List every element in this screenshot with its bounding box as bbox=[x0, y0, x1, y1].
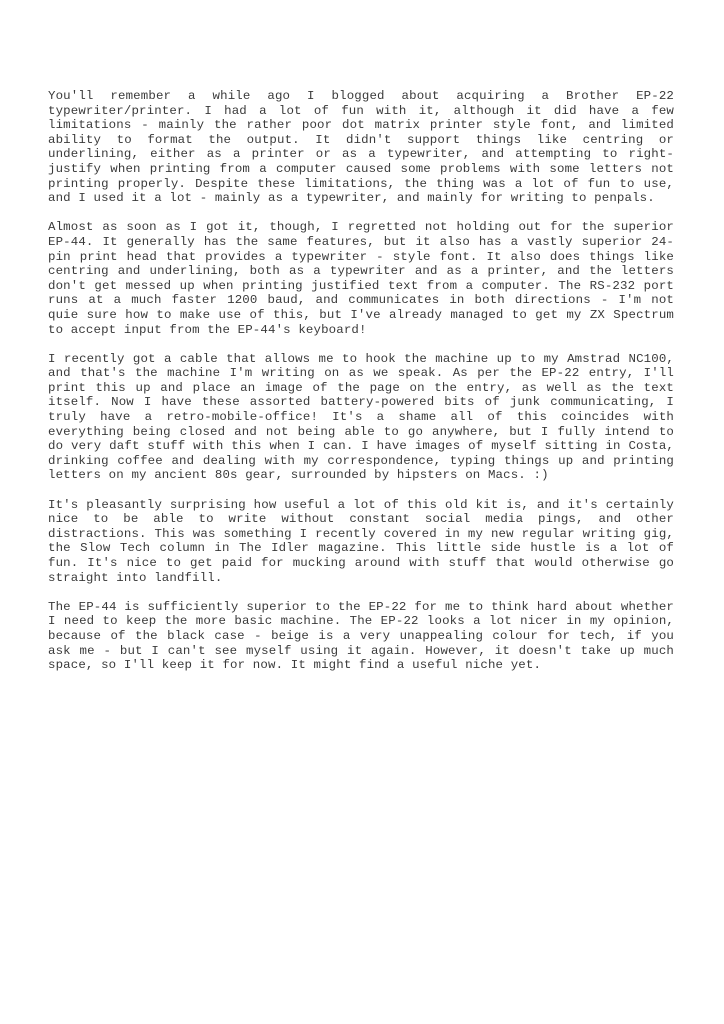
paragraph-2: Almost as soon as I got it, though, I regretted not holding out for the superior EP-44. It generally has the same features, but it also has a vastly superior 24-pin print head that provides a typewriter - style font. It also does things like centring and underlining, both as a typewriter and as a printer, and the letters don't get messed up when printing justified text from a computer. The RS-232 port runs at a much faster 1200 baud, and communicates in both directions - I'm not quie sure how to make use of this, but I've already managed to get my ZX Spectrum to accept input from the EP-44's keyboard! bbox=[48, 220, 674, 337]
paragraph-1: You'll remember a while ago I blogged about acquiring a Brother EP-22 typewriter/printer. I had a lot of fun with it, although it did have a few limitations - mainly the rather poor dot matrix printer style font, and limited ability to format the output. It didn't support things like centring or underlining, either as a printer or as a typewriter, and attempting to right-justify when printing from a computer caused some problems with some letters not printing properly. Despite these limitations, the thing was a lot of fun to use, and I used it a lot - mainly as a typewriter, and mainly for writing to penpals. bbox=[48, 89, 674, 206]
typewritten-page bbox=[48, 89, 674, 687]
paragraph-5: The EP-44 is sufficiently superior to the EP-22 for me to think hard about whether I need to keep the more basic machine. The EP-22 looks a lot nicer in my opinion, because of the black case - beige is a very unappealing colour for tech, if you ask me - but I can't see myself using it again. However, it doesn't take up much space, so I'll keep it for now. It might find a useful niche yet. bbox=[48, 599, 674, 673]
paragraph-4: It's pleasantly surprising how useful a lot of this old kit is, and it's certainly nice to be able to write without constant social media pings, and other distractions. This was something I recently covered in my new regular writing gig, the Slow Tech column in The Idler magazine. This little side hustle is a lot of fun. It's nice to get paid for mucking around with stuff that would otherwise go straight into landfill. bbox=[48, 497, 674, 585]
paragraph-3: I recently got a cable that allows me to hook the machine up to my Amstrad NC100, and that's the machine I'm writing on as we speak. As per the EP-22 entry, I'll print this up and place an image of the page on the entry, as well as the text itself. Now I have these assorted battery-powered bits of junk communicating, I truly have a retro-mobile-office! It's a shame all of this coincides with everything being closed and not being able to go anywhere, but I fully intend to do very daft stuff with this when I can. I have images of myself sitting in Costa, drinking coffee and dealing with my correspondence, typing things up and printing letters on my ancient 80s gear, surrounded by hipsters on Macs. :) bbox=[48, 351, 674, 483]
